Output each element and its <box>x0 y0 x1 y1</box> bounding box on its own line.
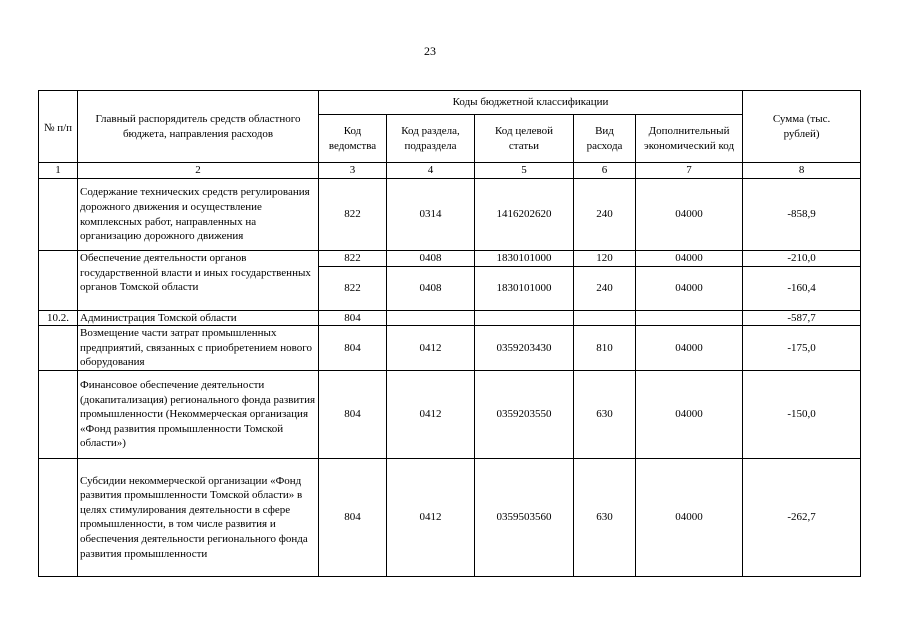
economic-code: 04000 <box>636 370 743 458</box>
table-row <box>39 251 861 267</box>
expense-type-code: 810 <box>574 326 636 371</box>
ministry-code: 804 <box>319 458 387 576</box>
header-expense-type: Вид расхода <box>574 115 636 163</box>
target-code: 1830101000 <box>475 266 574 310</box>
sum-value: -210,0 <box>743 251 861 267</box>
table-row <box>39 370 861 458</box>
section-code: 0408 <box>387 266 475 310</box>
row-number <box>39 326 78 371</box>
expense-type-code: 240 <box>574 266 636 310</box>
target-code: 0359503560 <box>475 458 574 576</box>
row-description: Финансовое обеспечение деятельности (докапитализация) регионального фонда развития промышленности (Некоммерческая организация «Фонд развития промышленности Томской области») <box>78 370 319 458</box>
section-code: 0408 <box>387 251 475 267</box>
section-code: 0412 <box>387 326 475 371</box>
row-description: Возмещение части затрат промышленных предприятий, связанных с приобретением нового оборудования <box>78 326 319 371</box>
expense-type-code: 240 <box>574 179 636 251</box>
page-number: 23 <box>424 44 436 58</box>
expense-type-code: 630 <box>574 458 636 576</box>
ministry-code: 822 <box>319 266 387 310</box>
column-number: 2 <box>78 163 319 179</box>
column-number: 1 <box>39 163 78 179</box>
target-code: 1830101000 <box>475 251 574 267</box>
table-row <box>39 179 861 251</box>
column-number: 4 <box>387 163 475 179</box>
row-description: Содержание технических средств регулирования дорожного движения и осуществление комплексных работ, направленных на организацию дорожного движения <box>78 179 319 251</box>
expense-type-code: 120 <box>574 251 636 267</box>
table-row <box>39 326 861 371</box>
row-number <box>39 370 78 458</box>
row-number: 10.2. <box>39 310 78 326</box>
economic-code: 04000 <box>636 326 743 371</box>
ministry-code: 822 <box>319 179 387 251</box>
section-code: 0412 <box>387 370 475 458</box>
header-codes-group: Коды бюджетной классификации <box>319 91 743 115</box>
table-row <box>39 458 861 576</box>
row-number <box>39 251 78 311</box>
target-code: 0359203430 <box>475 326 574 371</box>
ministry-code: 804 <box>319 310 387 326</box>
economic-code: 04000 <box>636 179 743 251</box>
column-number: 5 <box>475 163 574 179</box>
ministry-code: 804 <box>319 326 387 371</box>
sum-value: -150,0 <box>743 370 861 458</box>
target-code: 0359203550 <box>475 370 574 458</box>
column-number: 7 <box>636 163 743 179</box>
header-economic: Дополнительный экономический код <box>636 115 743 163</box>
economic-code: 04000 <box>636 251 743 267</box>
row-number <box>39 179 78 251</box>
header-recipient: Главный распорядитель средств областного бюджета, направления расходов <box>78 91 319 163</box>
sum-value: -175,0 <box>743 326 861 371</box>
economic-code <box>636 310 743 326</box>
row-description: Обеспечение деятельности органов государственной власти и иных государственных органов Томской области <box>78 251 319 311</box>
budget-table <box>38 90 861 577</box>
expense-type-code <box>574 310 636 326</box>
header-row-top <box>39 91 861 115</box>
column-number: 8 <box>743 163 861 179</box>
header-sum: Сумма (тыс. рублей) <box>743 91 861 163</box>
header-target: Код целевой статьи <box>475 115 574 163</box>
table-row <box>39 310 861 326</box>
target-code <box>475 310 574 326</box>
economic-code: 04000 <box>636 458 743 576</box>
row-number <box>39 458 78 576</box>
column-number: 3 <box>319 163 387 179</box>
ministry-code: 804 <box>319 370 387 458</box>
column-number-row <box>39 163 861 179</box>
header-section: Код раздела, подраздела <box>387 115 475 163</box>
economic-code: 04000 <box>636 266 743 310</box>
row-description: Администрация Томской области <box>78 310 319 326</box>
target-code: 1416202620 <box>475 179 574 251</box>
section-code: 0412 <box>387 458 475 576</box>
section-code: 0314 <box>387 179 475 251</box>
sum-value: -858,9 <box>743 179 861 251</box>
section-code <box>387 310 475 326</box>
sum-value: -160,4 <box>743 266 861 310</box>
sum-value: -587,7 <box>743 310 861 326</box>
header-ministry: Код ведомства <box>319 115 387 163</box>
column-number: 6 <box>574 163 636 179</box>
sum-value: -262,7 <box>743 458 861 576</box>
header-no: № п/п <box>39 91 78 163</box>
row-description: Субсидии некоммерческой организации «Фонд развития промышленности Томской области» в целях стимулирования деятельности в сфере промышленности, в том числе развития и обеспечения деятельности регионального фонда развития промышленности <box>78 458 319 576</box>
expense-type-code: 630 <box>574 370 636 458</box>
ministry-code: 822 <box>319 251 387 267</box>
